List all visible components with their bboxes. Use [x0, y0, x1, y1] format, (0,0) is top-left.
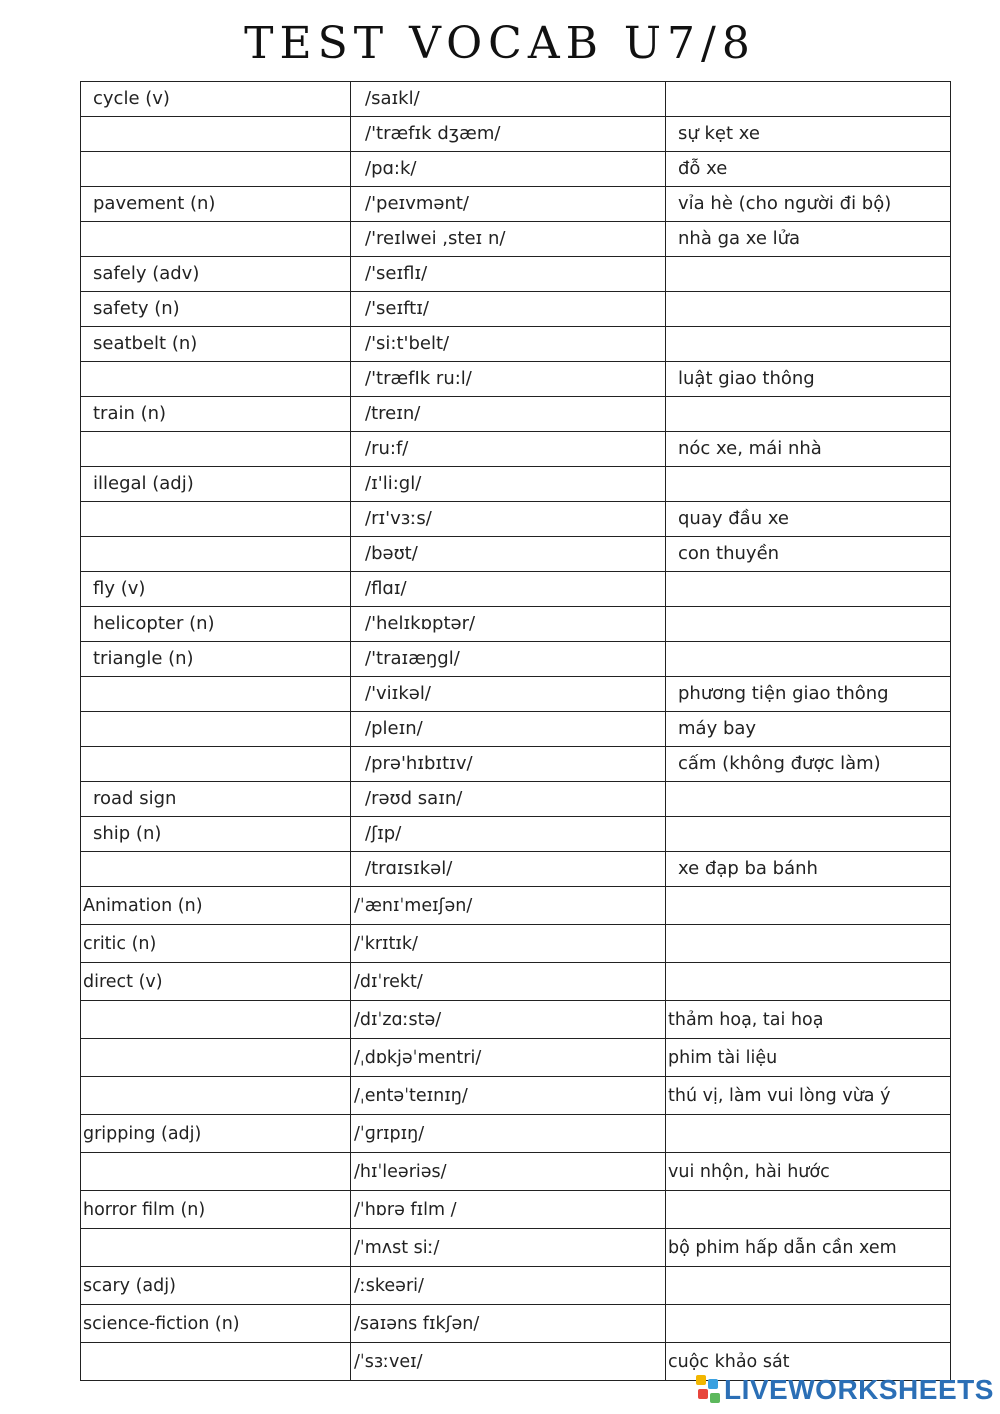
- meaning-cell: [666, 642, 951, 677]
- word-cell: [81, 432, 351, 467]
- meaning-cell: bộ phim hấp dẫn cần xem: [666, 1229, 951, 1267]
- table-row: [81, 222, 951, 257]
- meaning-cell: thảm hoạ, tai hoạ: [666, 1001, 951, 1039]
- word-cell: [81, 1229, 351, 1267]
- table-row: [81, 925, 951, 963]
- ipa-cell: /pɑ:k/: [351, 152, 666, 187]
- meaning-cell: phương tiện giao thông: [666, 677, 951, 712]
- meaning-cell: quay đầu xe: [666, 502, 951, 537]
- table-row: [81, 817, 951, 852]
- table-row: [81, 117, 951, 152]
- word-cell: [81, 1077, 351, 1115]
- meaning-cell: [666, 82, 951, 117]
- meaning-cell: vui nhộn, hài hước: [666, 1153, 951, 1191]
- word-cell: safely (adv): [81, 257, 351, 292]
- word-cell: seatbelt (n): [81, 327, 351, 362]
- word-cell: helicopter (n): [81, 607, 351, 642]
- meaning-cell: đỗ xe: [666, 152, 951, 187]
- table-row: [81, 152, 951, 187]
- word-cell: science-fiction (n): [81, 1305, 351, 1343]
- table-row: [81, 1001, 951, 1039]
- ipa-cell: /ˈsɜːveɪ/: [351, 1343, 666, 1381]
- table-row: [81, 1039, 951, 1077]
- table-row: [81, 963, 951, 1001]
- ipa-cell: /ʃɪp/: [351, 817, 666, 852]
- table-row: [81, 1229, 951, 1267]
- ipa-cell: /ˈkrɪtɪk/: [351, 925, 666, 963]
- page-title: TEST VOCAB U7/8: [244, 18, 756, 69]
- word-cell: [81, 362, 351, 397]
- meaning-cell: [666, 1191, 951, 1229]
- meaning-cell: [666, 1305, 951, 1343]
- ipa-cell: /pleɪn/: [351, 712, 666, 747]
- word-cell: [81, 1153, 351, 1191]
- table-row: [81, 1115, 951, 1153]
- word-cell: [81, 117, 351, 152]
- table-row: [81, 82, 951, 117]
- word-cell: [81, 502, 351, 537]
- ipa-cell: /hɪˈleəriəs/: [351, 1153, 666, 1191]
- table-row: [81, 887, 951, 925]
- ipa-cell: /saɪəns fɪkʃən/: [351, 1305, 666, 1343]
- ipa-cell: /ˈmʌst siː/: [351, 1229, 666, 1267]
- table-row: [81, 327, 951, 362]
- table-row: [81, 677, 951, 712]
- meaning-cell: máy bay: [666, 712, 951, 747]
- table-row: [81, 362, 951, 397]
- meaning-cell: thú vị, làm vui lòng vừa ý: [666, 1077, 951, 1115]
- ipa-cell: /'peɪvmənt/: [351, 187, 666, 222]
- ipa-cell: /dɪˈrekt/: [351, 963, 666, 1001]
- ipa-cell: /ˈænɪˈmeɪʃən/: [351, 887, 666, 925]
- word-cell: safety (n): [81, 292, 351, 327]
- word-cell: horror film (n): [81, 1191, 351, 1229]
- word-cell: gripping (adj): [81, 1115, 351, 1153]
- word-cell: [81, 152, 351, 187]
- word-cell: fly (v): [81, 572, 351, 607]
- word-cell: [81, 1343, 351, 1381]
- table-row: [81, 397, 951, 432]
- word-cell: critic (n): [81, 925, 351, 963]
- meaning-cell: nóc xe, mái nhà: [666, 432, 951, 467]
- ipa-cell: /rəʊd saɪn/: [351, 782, 666, 817]
- ipa-cell: /'træfɪk dʒæm/: [351, 117, 666, 152]
- word-cell: road sign: [81, 782, 351, 817]
- meaning-cell: [666, 817, 951, 852]
- table-row: [81, 747, 951, 782]
- table-row: [81, 432, 951, 467]
- table-row: [81, 292, 951, 327]
- meaning-cell: [666, 1267, 951, 1305]
- table-row: [81, 642, 951, 677]
- meaning-cell: cấm (không được làm): [666, 747, 951, 782]
- table-row: [81, 1191, 951, 1229]
- ipa-cell: /dɪˈzɑːstə/: [351, 1001, 666, 1039]
- meaning-cell: cuộc khảo sát: [666, 1343, 951, 1381]
- table-row: [81, 257, 951, 292]
- vocab-table: [80, 81, 951, 1381]
- meaning-cell: [666, 607, 951, 642]
- table-row: [81, 572, 951, 607]
- meaning-cell: sự kẹt xe: [666, 117, 951, 152]
- word-cell: direct (v): [81, 963, 351, 1001]
- ipa-cell: /ˈhɒrə fɪlm /: [351, 1191, 666, 1229]
- word-cell: triangle (n): [81, 642, 351, 677]
- ipa-cell: /'viɪkəl/: [351, 677, 666, 712]
- word-cell: cycle (v): [81, 82, 351, 117]
- ipa-cell: /'træfIk ru:l/: [351, 362, 666, 397]
- ipa-cell: /'seɪftɪ/: [351, 292, 666, 327]
- word-cell: [81, 712, 351, 747]
- ipa-cell: /bəʊt/: [351, 537, 666, 572]
- meaning-cell: [666, 782, 951, 817]
- meaning-cell: nhà ga xe lửa: [666, 222, 951, 257]
- ipa-cell: /trɑɪsɪkəl/: [351, 852, 666, 887]
- word-cell: pavement (n): [81, 187, 351, 222]
- table-row: [81, 607, 951, 642]
- meaning-cell: xe đạp ba bánh: [666, 852, 951, 887]
- ipa-cell: /treɪn/: [351, 397, 666, 432]
- meaning-cell: [666, 327, 951, 362]
- word-cell: train (n): [81, 397, 351, 432]
- table-row: [81, 1267, 951, 1305]
- meaning-cell: [666, 257, 951, 292]
- ipa-cell: /ru:f/: [351, 432, 666, 467]
- ipa-cell: /ˌentəˈteɪnɪŋ/: [351, 1077, 666, 1115]
- meaning-cell: [666, 397, 951, 432]
- watermark-text: LIVEWORKSHEETS: [724, 1374, 994, 1405]
- table-row: [81, 467, 951, 502]
- word-cell: [81, 677, 351, 712]
- ipa-cell: /saɪkl/: [351, 82, 666, 117]
- table-row: [81, 852, 951, 887]
- meaning-cell: phim tài liệu: [666, 1039, 951, 1077]
- ipa-cell: /ːskeəri/: [351, 1267, 666, 1305]
- table-row: [81, 502, 951, 537]
- word-cell: [81, 1039, 351, 1077]
- ipa-cell: /ˌdɒkjəˈmentri/: [351, 1039, 666, 1077]
- ipa-cell: /'si:t'belt/: [351, 327, 666, 362]
- vocab-table-body: [81, 82, 951, 1381]
- ipa-cell: /rɪ'vɜːs/: [351, 502, 666, 537]
- ipa-cell: /'traɪæŋgl/: [351, 642, 666, 677]
- word-cell: [81, 537, 351, 572]
- word-cell: Animation (n): [81, 887, 351, 925]
- table-row: [81, 712, 951, 747]
- table-row: [81, 187, 951, 222]
- liveworksheets-logo-icon: [696, 1375, 722, 1405]
- meaning-cell: [666, 467, 951, 502]
- ipa-cell: /'helɪkɒptər/: [351, 607, 666, 642]
- liveworksheets-watermark: [696, 1372, 996, 1408]
- meaning-cell: [666, 292, 951, 327]
- meaning-cell: [666, 925, 951, 963]
- table-row: [81, 537, 951, 572]
- ipa-cell: /ɪ'li:gl/: [351, 467, 666, 502]
- ipa-cell: /ˈɡrɪpɪŋ/: [351, 1115, 666, 1153]
- meaning-cell: [666, 1115, 951, 1153]
- meaning-cell: [666, 572, 951, 607]
- table-row: [81, 1077, 951, 1115]
- word-cell: illegal (adj): [81, 467, 351, 502]
- word-cell: [81, 222, 351, 257]
- meaning-cell: vỉa hè (cho người đi bộ): [666, 187, 951, 222]
- word-cell: ship (n): [81, 817, 351, 852]
- word-cell: [81, 747, 351, 782]
- table-row: [81, 782, 951, 817]
- table-row: [81, 1305, 951, 1343]
- word-cell: [81, 1001, 351, 1039]
- word-cell: [81, 852, 351, 887]
- ipa-cell: /'seɪflɪ/: [351, 257, 666, 292]
- meaning-cell: con thuyền: [666, 537, 951, 572]
- meaning-cell: luật giao thông: [666, 362, 951, 397]
- word-cell: scary (adj): [81, 1267, 351, 1305]
- meaning-cell: [666, 887, 951, 925]
- ipa-cell: /'reɪlwei ,steɪ n/: [351, 222, 666, 257]
- meaning-cell: [666, 963, 951, 1001]
- ipa-cell: /flɑɪ/: [351, 572, 666, 607]
- table-row: [81, 1153, 951, 1191]
- ipa-cell: /prə'hɪbɪtɪv/: [351, 747, 666, 782]
